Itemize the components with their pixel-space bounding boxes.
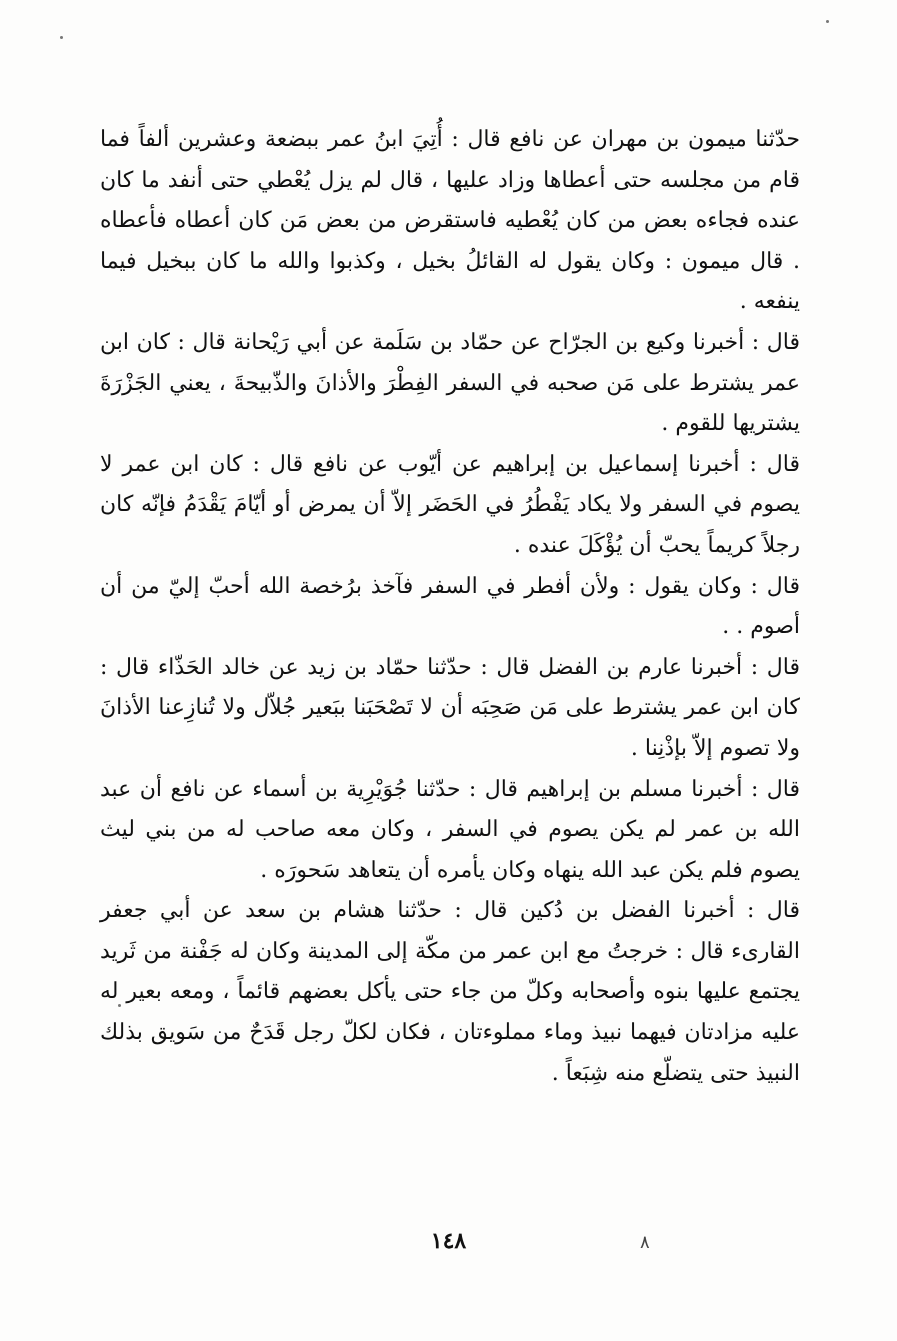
scan-speck: [826, 20, 829, 23]
paragraph-2: قال : أخبرنا وكيع بن الجرّاح عن حمّاد بن سَلَمة عن أبي رَيْحانة قال : كان ابن عمر يشترط على مَن صحبه في السفر الفِطْرَ والأذانَ والذّبيحةَ ، يعني الجَزْرَةَ يشتريها للقوم .: [100, 329, 800, 437]
scan-speck: [60, 36, 63, 39]
scan-speck: [118, 1004, 121, 1007]
paragraph-6: قال : أخبرنا مسلم بن إبراهيم قال : حدّثنا جُوَيْرِية بن أسماء عن نافع أن عبد الله بن عمر لم يكن يصوم في السفر ، وكان معه صاحب له من بني ليث يصوم فلم يكن عبد الله ينهاه وكان يأمره أن يتعاهد سَحورَه .: [100, 776, 800, 883]
paragraph-1: حدّثنا ميمون بن مهران عن نافع قال : أُتِيَ ابنُ عمر ببضعة وعشرين ألفاً فما قام من مجلسه حتى أعطاها وزاد عليها ، قال لم يزل يُعْطي حتى أنفد ما كان عنده فجاءه بعض من كان يُعْطيه فاستقرض من بعض مَن كان أعطاه فأعطاه . قال ميمون : وكان يقول له القائلُ بخيل ، وكذبوا والله ما كان ببخيل فيما ينفعه .: [100, 127, 800, 315]
page-number: ١٤٨: [430, 1228, 467, 1254]
main-text-block: [100, 120, 800, 1094]
paragraph-4: قال : وكان يقول : ولأن أفطر في السفر فآخذ برُخصة الله أحبّ إليّ من أن أصوم . .: [100, 573, 800, 640]
paragraph-3: قال : أخبرنا إسماعيل بن إبراهيم عن أيّوب عن نافع قال : كان ابن عمر لا يصوم في السفر ولا يكاد يَفْطُرُ في الحَضَر إلاّ أن يمرض أو أيّامَ يَقْدَمُ فإنّه كان رجلاً كريماً يحبّ أن يُؤْكَلَ عنده .: [100, 451, 800, 558]
paragraph-7: قال : أخبرنا الفضل بن دُكين قال : حدّثنا هشام بن سعد عن أبي جعفر القارىء قال : خرجتُ مع ابن عمر من مكّة إلى المدينة وكان له جَفْنة من ثَريد يجتمع عليها بنوه وأصحابه وكلّ من جاء حتى يأكل بعضهم قائماً ، ومعه بعير له عليه مزادتان فيهما نبيذ وماء مملوءتان ، فكان لكلّ رجل قَدَحٌ من سَويق بذلك النبيذ حتى يتضلّع منه شِبَعاً .: [100, 898, 800, 1086]
margin-mark: ٨: [640, 1232, 650, 1253]
paragraph-5: قال : أخبرنا عارم بن الفضل قال : حدّثنا حمّاد بن زيد عن خالد الحَذّاء قال : كان ابن عمر يشترط على مَن صَحِبَه أن لا تَصْحَبَنا ببَعير جُلاّل ولا تُنازِعنا الأذانَ ولا تصوم إلاّ بإذْنِنا .: [100, 654, 800, 761]
